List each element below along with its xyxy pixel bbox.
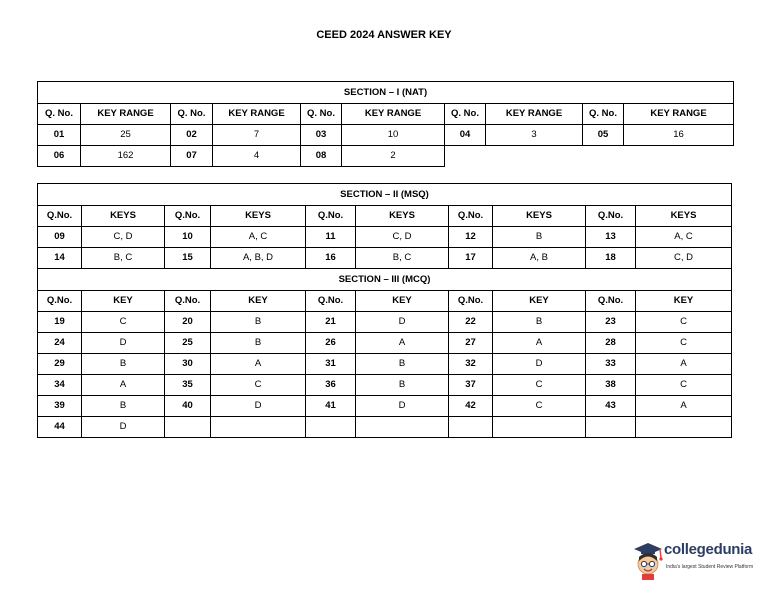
answer-key: B <box>493 227 586 248</box>
answer-key: B <box>211 333 306 354</box>
answer-key: A, C <box>636 227 732 248</box>
question-number: 32 <box>449 354 493 375</box>
column-header: KEYS <box>82 206 165 227</box>
question-number: 11 <box>306 227 356 248</box>
answer-key: B <box>82 396 165 417</box>
question-number: 07 <box>171 146 213 167</box>
question-number: 27 <box>449 333 493 354</box>
question-number: 15 <box>165 248 211 269</box>
column-header: KEYS <box>636 206 732 227</box>
answer-key: 162 <box>81 146 171 167</box>
question-number: 43 <box>586 396 636 417</box>
question-number: 02 <box>171 125 213 146</box>
column-header: KEY <box>636 291 732 312</box>
logo-tagline: India's largest Student Review Platform <box>666 564 754 570</box>
question-number: 35 <box>165 375 211 396</box>
answer-key: C <box>493 375 586 396</box>
question-number: 26 <box>306 333 356 354</box>
answer-key: C <box>636 375 732 396</box>
answer-key: D <box>356 312 449 333</box>
answer-key: C <box>636 333 732 354</box>
question-number: 18 <box>586 248 636 269</box>
question-number <box>449 417 493 438</box>
column-header: KEY RANGE <box>213 104 301 125</box>
answer-key: C, D <box>636 248 732 269</box>
table-header-row <box>38 206 732 227</box>
question-number: 14 <box>38 248 82 269</box>
column-header: Q.No. <box>38 291 82 312</box>
column-header: KEY RANGE <box>342 104 445 125</box>
column-header: Q.No. <box>165 206 211 227</box>
answer-key: A <box>636 396 732 417</box>
answer-key: C <box>493 396 586 417</box>
answer-key: D <box>82 333 165 354</box>
column-header: KEY <box>493 291 586 312</box>
graduate-mascot-icon <box>630 539 666 581</box>
answer-key: B, C <box>82 248 165 269</box>
answer-key: C, D <box>82 227 165 248</box>
question-number: 10 <box>165 227 211 248</box>
question-number: 42 <box>449 396 493 417</box>
column-header: Q.No. <box>586 206 636 227</box>
question-number: 08 <box>301 146 342 167</box>
question-number: 20 <box>165 312 211 333</box>
column-header: KEYS <box>493 206 586 227</box>
question-number: 30 <box>165 354 211 375</box>
answer-key: 16 <box>624 125 734 146</box>
answer-key: 7 <box>213 125 301 146</box>
question-number: 33 <box>586 354 636 375</box>
table-row <box>38 396 732 417</box>
table-row <box>38 227 732 248</box>
table-row <box>38 146 734 167</box>
answer-key: A <box>82 375 165 396</box>
answer-key: 10 <box>342 125 445 146</box>
question-number: 19 <box>38 312 82 333</box>
column-header: KEY RANGE <box>486 104 583 125</box>
column-header: Q. No. <box>445 104 486 125</box>
column-header: Q.No. <box>38 206 82 227</box>
answer-key: 2 <box>342 146 445 167</box>
answer-key: D <box>82 417 165 438</box>
answer-key: C, D <box>356 227 449 248</box>
answer-key: 4 <box>213 146 301 167</box>
column-header: KEY <box>356 291 449 312</box>
question-number: 12 <box>449 227 493 248</box>
answer-key <box>636 417 732 438</box>
question-number: 38 <box>586 375 636 396</box>
answer-key <box>356 417 449 438</box>
answer-key: D <box>493 354 586 375</box>
question-number: 39 <box>38 396 82 417</box>
table-row <box>38 333 732 354</box>
page-title: CEED 2024 ANSWER KEY <box>316 29 452 41</box>
table-row <box>38 125 734 146</box>
answer-key <box>211 417 306 438</box>
table-row <box>38 312 732 333</box>
column-header: Q.No. <box>449 291 493 312</box>
column-header: Q. No. <box>171 104 213 125</box>
question-number: 23 <box>586 312 636 333</box>
table-row <box>38 375 732 396</box>
answer-key: B, C <box>356 248 449 269</box>
question-number: 24 <box>38 333 82 354</box>
answer-key: 3 <box>486 125 583 146</box>
question-number: 13 <box>586 227 636 248</box>
answer-key: B <box>356 354 449 375</box>
question-number: 05 <box>583 125 624 146</box>
question-number <box>306 417 356 438</box>
nat-answer-table <box>37 81 734 167</box>
question-number: 25 <box>165 333 211 354</box>
answer-key: A <box>211 354 306 375</box>
answer-key: B <box>493 312 586 333</box>
logo-wordmark: collegedunia <box>664 541 753 558</box>
question-number: 01 <box>38 125 81 146</box>
table-row <box>38 354 732 375</box>
section-title-msq: SECTION – II (MSQ) <box>38 184 732 206</box>
answer-key: B <box>356 375 449 396</box>
section-title-nat: SECTION – I (NAT) <box>38 82 734 104</box>
answer-key: A, C <box>211 227 306 248</box>
question-number <box>586 417 636 438</box>
empty-cell <box>445 146 734 167</box>
table-row <box>38 248 732 269</box>
answer-key: 25 <box>81 125 171 146</box>
answer-key: C <box>211 375 306 396</box>
answer-key: C <box>636 312 732 333</box>
column-header: Q. No. <box>583 104 624 125</box>
answer-key: C <box>82 312 165 333</box>
answer-key: A <box>493 333 586 354</box>
question-number: 44 <box>38 417 82 438</box>
collegedunia-logo <box>630 539 760 584</box>
column-header: KEY RANGE <box>81 104 171 125</box>
column-header: KEYS <box>356 206 449 227</box>
column-header: Q. No. <box>38 104 81 125</box>
answer-key: B <box>211 312 306 333</box>
answer-key: A, B <box>493 248 586 269</box>
column-header: KEY <box>82 291 165 312</box>
question-number: 28 <box>586 333 636 354</box>
column-header: Q.No. <box>586 291 636 312</box>
question-number: 40 <box>165 396 211 417</box>
answer-key: D <box>356 396 449 417</box>
question-number: 37 <box>449 375 493 396</box>
question-number: 29 <box>38 354 82 375</box>
column-header: KEYS <box>211 206 306 227</box>
answer-key: D <box>211 396 306 417</box>
question-number: 34 <box>38 375 82 396</box>
question-number: 03 <box>301 125 342 146</box>
question-number: 04 <box>445 125 486 146</box>
table-header-row <box>38 291 732 312</box>
column-header: KEY <box>211 291 306 312</box>
question-number: 31 <box>306 354 356 375</box>
question-number: 41 <box>306 396 356 417</box>
question-number: 36 <box>306 375 356 396</box>
column-header: Q.No. <box>306 291 356 312</box>
column-header: Q.No. <box>165 291 211 312</box>
msq-mcq-answer-table <box>37 183 732 438</box>
answer-key: A, B, D <box>211 248 306 269</box>
question-number: 17 <box>449 248 493 269</box>
question-number: 22 <box>449 312 493 333</box>
question-number: 09 <box>38 227 82 248</box>
question-number: 16 <box>306 248 356 269</box>
question-number: 21 <box>306 312 356 333</box>
question-number <box>165 417 211 438</box>
section-title-mcq: SECTION – III (MCQ) <box>38 269 732 291</box>
table-header-row <box>38 104 734 125</box>
answer-key: B <box>82 354 165 375</box>
column-header: Q.No. <box>449 206 493 227</box>
answer-key: A <box>356 333 449 354</box>
answer-key <box>493 417 586 438</box>
column-header: KEY RANGE <box>624 104 734 125</box>
column-header: Q.No. <box>306 206 356 227</box>
question-number: 06 <box>38 146 81 167</box>
table-row <box>38 417 732 438</box>
answer-key: A <box>636 354 732 375</box>
column-header: Q. No. <box>301 104 342 125</box>
